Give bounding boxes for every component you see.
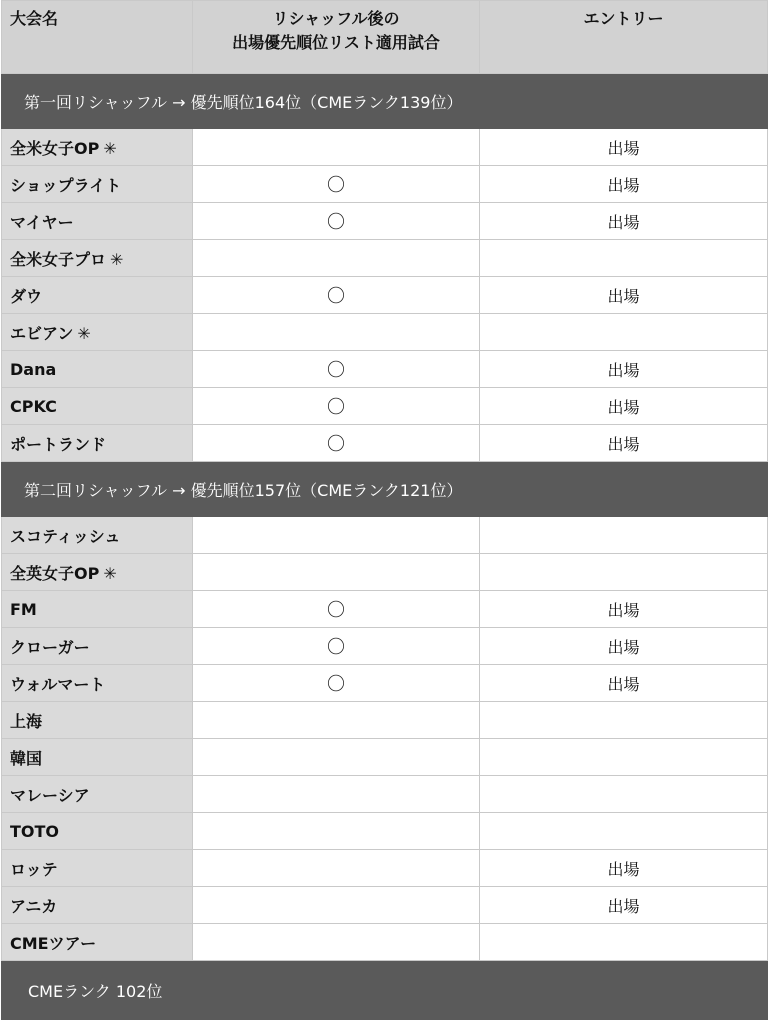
tournament-name xyxy=(2,277,193,314)
table-row xyxy=(2,517,768,554)
entry-status xyxy=(480,314,768,351)
entry-status: 出場 xyxy=(480,129,768,166)
tournament-name-text: エビアン xyxy=(10,323,74,343)
entry-status: 出場 xyxy=(480,203,768,240)
entry-status: 出場 xyxy=(480,166,768,203)
tournament-name-text: ダウ xyxy=(10,286,43,306)
tournament-name xyxy=(2,739,193,776)
table-row xyxy=(2,887,768,924)
tournament-name-text: 全英女子OP xyxy=(10,563,100,583)
tournament-name xyxy=(2,425,193,462)
tournament-name-text: CPKC xyxy=(10,396,57,416)
tournament-name-text: 全米女子OP xyxy=(10,138,100,158)
table-row xyxy=(2,129,768,166)
entry-status xyxy=(480,240,768,277)
tournament-name xyxy=(2,702,193,739)
table-row xyxy=(2,554,768,591)
header-tournament-name-label: 大会名 xyxy=(10,9,59,28)
tournament-name-text: TOTO xyxy=(10,821,60,841)
tournament-name xyxy=(2,388,193,425)
tournament-name xyxy=(2,887,193,924)
table-row xyxy=(2,813,768,850)
tournament-name-text: 韓国 xyxy=(10,748,43,768)
priority-list-mark xyxy=(193,813,480,850)
table-row xyxy=(2,351,768,388)
priority-list-mark: 〇 xyxy=(193,203,480,240)
tournament-name-text: アニカ xyxy=(10,896,58,916)
tournament-name xyxy=(2,314,193,351)
entry-status xyxy=(480,554,768,591)
priority-list-mark xyxy=(193,924,480,961)
table-row xyxy=(2,628,768,665)
section-title: 第二回リシャッフル → 優先順位157位（CMEランク121位） xyxy=(2,462,768,517)
tournament-name xyxy=(2,351,193,388)
tournament-name-text: マレーシア xyxy=(10,785,90,805)
entry-status xyxy=(480,776,768,813)
table-row xyxy=(2,314,768,351)
tournament-name xyxy=(2,129,193,166)
tournament-name-text: Dana xyxy=(10,359,57,379)
header-tournament-name xyxy=(2,1,193,74)
tournament-name-text: ポートランド xyxy=(10,434,107,454)
entry-status: 出場 xyxy=(480,425,768,462)
tournament-name-text: ロッテ xyxy=(10,859,58,879)
entry-status xyxy=(480,702,768,739)
table-row xyxy=(2,924,768,961)
major-mark: ✳ xyxy=(103,138,117,158)
tournament-name xyxy=(2,554,193,591)
entry-status: 出場 xyxy=(480,591,768,628)
priority-list-mark xyxy=(193,240,480,277)
priority-list-mark: 〇 xyxy=(193,665,480,702)
header-entry-label: エントリー xyxy=(583,9,664,28)
major-mark: ✳ xyxy=(103,563,117,583)
tournament-name-text: クローガー xyxy=(10,637,90,657)
tournament-name-text: FM xyxy=(10,599,37,619)
entry-status: 出場 xyxy=(480,277,768,314)
entry-status: 出場 xyxy=(480,887,768,924)
major-mark: ✳ xyxy=(77,323,91,343)
entry-status xyxy=(480,739,768,776)
tournament-name-text: マイヤー xyxy=(10,212,74,232)
section-header-reshuffle-1 xyxy=(2,74,768,129)
entry-status: 出場 xyxy=(480,665,768,702)
tournament-name xyxy=(2,813,193,850)
section-header-reshuffle-2 xyxy=(2,462,768,517)
tournament-name-text: 上海 xyxy=(10,711,43,731)
tournament-name-text: 全米女子プロ xyxy=(10,249,107,269)
section-footer-cme-rank xyxy=(2,961,768,1020)
table-row xyxy=(2,665,768,702)
header-priority-list-line1: リシャッフル後の xyxy=(272,9,400,28)
tournament-table xyxy=(1,0,768,1020)
tournament-name-text: CMEツアー xyxy=(10,933,97,953)
tournament-name xyxy=(2,166,193,203)
tournament-name-text: スコティッシュ xyxy=(10,526,121,546)
entry-status xyxy=(480,813,768,850)
table-row xyxy=(2,591,768,628)
table-row xyxy=(2,776,768,813)
tournament-name xyxy=(2,924,193,961)
entry-status xyxy=(480,517,768,554)
priority-list-mark xyxy=(193,129,480,166)
header-priority-list-line2: 出場優先順位リスト適用試合 xyxy=(232,33,440,52)
footer-title: CMEランク 102位 xyxy=(2,961,768,1020)
tournament-name-text: ショップライト xyxy=(10,175,122,195)
entry-status: 出場 xyxy=(480,388,768,425)
table-header-row xyxy=(2,1,768,74)
tournament-name xyxy=(2,240,193,277)
table-row xyxy=(2,240,768,277)
tournament-name xyxy=(2,665,193,702)
table-row xyxy=(2,702,768,739)
priority-list-mark xyxy=(193,850,480,887)
table-row xyxy=(2,739,768,776)
priority-list-mark: 〇 xyxy=(193,166,480,203)
entry-status: 出場 xyxy=(480,850,768,887)
priority-list-mark: 〇 xyxy=(193,351,480,388)
priority-list-mark: 〇 xyxy=(193,388,480,425)
table-row xyxy=(2,850,768,887)
priority-list-mark xyxy=(193,702,480,739)
header-priority-list xyxy=(193,1,480,74)
entry-status: 出場 xyxy=(480,351,768,388)
tournament-name-text: ウォルマート xyxy=(10,674,106,694)
priority-list-mark xyxy=(193,739,480,776)
entry-status xyxy=(480,924,768,961)
tournament-name xyxy=(2,850,193,887)
priority-list-mark xyxy=(193,314,480,351)
tournament-name xyxy=(2,776,193,813)
priority-list-mark xyxy=(193,776,480,813)
tournament-name xyxy=(2,203,193,240)
entry-status: 出場 xyxy=(480,628,768,665)
table-row xyxy=(2,166,768,203)
table-row xyxy=(2,388,768,425)
table-row xyxy=(2,425,768,462)
priority-list-mark: 〇 xyxy=(193,277,480,314)
tournament-name xyxy=(2,591,193,628)
priority-list-mark: 〇 xyxy=(193,628,480,665)
priority-list-mark xyxy=(193,554,480,591)
section-title: 第一回リシャッフル → 優先順位164位（CMEランク139位） xyxy=(2,74,768,129)
tournament-name xyxy=(2,517,193,554)
table-row xyxy=(2,203,768,240)
priority-list-mark xyxy=(193,517,480,554)
priority-list-mark: 〇 xyxy=(193,425,480,462)
major-mark: ✳ xyxy=(110,249,124,269)
priority-list-mark xyxy=(193,887,480,924)
table-row xyxy=(2,277,768,314)
tournament-name xyxy=(2,628,193,665)
header-entry xyxy=(480,1,768,74)
priority-list-mark: 〇 xyxy=(193,591,480,628)
